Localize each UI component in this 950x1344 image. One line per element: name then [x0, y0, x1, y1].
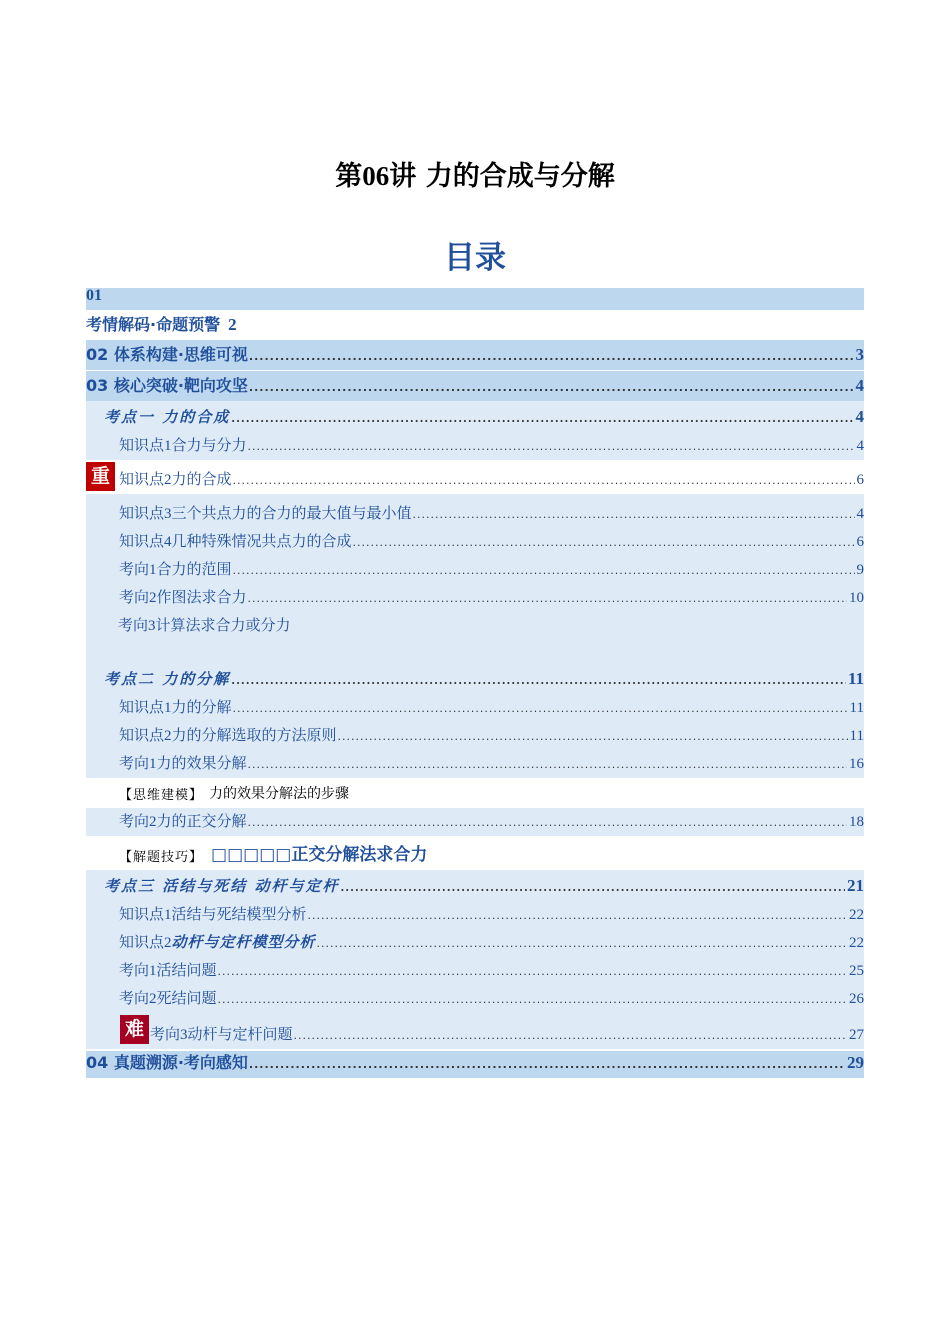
item-label: 考向2力的正交分解 [119, 812, 247, 830]
title-number: 06 [362, 161, 390, 191]
leader-dots [233, 563, 855, 579]
leader-dots [231, 673, 846, 689]
item-label: 知识点2力的分解选取的方法原则 [119, 726, 337, 744]
leader-dots [317, 936, 847, 952]
toc-item[interactable] [86, 460, 864, 494]
page-number: 26 [849, 991, 864, 1007]
page-number: 11 [847, 669, 864, 688]
page-number: 29 [847, 1053, 864, 1072]
toc-section-02[interactable] [86, 340, 864, 370]
leader-dots [218, 964, 847, 980]
section-label: 考情解码·命题预警 [86, 315, 221, 334]
toc-section-03[interactable] [86, 371, 864, 401]
page-number: 22 [849, 935, 864, 951]
toc-section-01-number[interactable] [86, 288, 864, 310]
leader-dots [248, 757, 847, 773]
toc-kaodian-2[interactable] [86, 662, 864, 694]
toc-kaodian-1-block [86, 401, 864, 778]
kaodian-label: 考点三 活结与死结 动杆与定杆 [104, 877, 340, 895]
toc-item-block [86, 808, 864, 836]
toc-item[interactable] [86, 808, 864, 836]
item-label: 考向1合力的范围 [119, 560, 232, 578]
toc-item[interactable] [86, 929, 864, 957]
item-label: 考向1力的效果分解 [119, 754, 247, 772]
kaodian-label: 考点二 力的分解 [104, 670, 231, 688]
item-label: 知识点1合力与分力 [119, 436, 247, 454]
leader-dots [340, 880, 845, 896]
page-number: 27 [849, 1027, 864, 1043]
toc-item[interactable] [86, 750, 864, 778]
page-number: 25 [849, 963, 864, 979]
page-number: 11 [849, 728, 864, 744]
item-label: 知识点1活结与死结模型分析 [119, 905, 307, 923]
leader-dots [233, 473, 855, 489]
toc-item[interactable] [86, 432, 864, 460]
leader-dots [233, 701, 848, 717]
leader-dots [248, 439, 855, 455]
toc-section-04[interactable] [86, 1051, 864, 1078]
page-number: 4 [856, 438, 864, 454]
section-label: 03 核心突破·靶向攻坚 [86, 376, 248, 395]
page-number: 16 [849, 756, 864, 772]
leader-dots [231, 411, 853, 427]
section-number: 01 [86, 288, 102, 304]
leader-dots [249, 380, 854, 396]
toc-item[interactable] [86, 722, 864, 750]
page-number: 4 [855, 407, 864, 426]
page-number: 21 [847, 876, 864, 895]
leader-dots [338, 729, 848, 745]
item-label: 知识点2力的合成 [119, 470, 232, 488]
leader-dots [249, 1057, 845, 1073]
toc-heading: 目录 [444, 240, 506, 276]
kaodian-label: 考点一 力的合成 [104, 408, 231, 426]
important-badge: 重 [86, 462, 115, 491]
document-title [0, 154, 950, 193]
item-label: 知识点4几种特殊情况共点力的合成 [119, 532, 352, 550]
leader-dots [248, 815, 847, 831]
toc-item[interactable] [86, 528, 864, 556]
item-label: 考向3动杆与定杆问题 [150, 1025, 293, 1043]
table-of-contents [86, 288, 864, 1078]
toc-item[interactable] [86, 612, 864, 640]
section-label: 02 体系构建·思维可视 [86, 345, 248, 364]
toc-note-technique [86, 836, 864, 870]
title-text: 讲 力的合成与分解 [389, 161, 615, 192]
note-bracket: 【思维建模】 [119, 788, 204, 803]
item-label: 知识点2动杆与定杆模型分析 [119, 933, 316, 951]
leader-dots [308, 908, 847, 924]
leader-dots [218, 992, 847, 1008]
page-number: 10 [849, 590, 864, 606]
toc-item[interactable] [86, 957, 864, 985]
toc-item[interactable] [86, 494, 864, 528]
leader-dots [353, 535, 855, 551]
toc-item[interactable] [86, 985, 864, 1013]
page-number: 3 [855, 345, 864, 364]
item-label: 考向1活结问题 [119, 961, 217, 979]
item-label: 考向2作图法求合力 [119, 588, 247, 606]
item-label: 知识点1力的分解 [119, 698, 232, 716]
leader-dots [294, 1028, 847, 1044]
toc-item[interactable] [86, 1013, 864, 1049]
toc-kaodian-3[interactable] [86, 870, 864, 901]
page-number: 18 [849, 814, 864, 830]
spacer [86, 640, 864, 662]
toc-section-01[interactable] [86, 310, 864, 340]
page-number: 4 [855, 376, 864, 395]
leader-dots [413, 507, 855, 523]
note-text: □□□□□正交分解法求合力 [211, 845, 428, 865]
page-number: 4 [856, 506, 864, 522]
toc-item[interactable] [86, 584, 864, 612]
page-number: 11 [849, 700, 864, 716]
note-bracket: 【解题技巧】 [119, 850, 204, 865]
item-label: 考向2死结问题 [119, 989, 217, 1007]
title-prefix: 第 [335, 161, 363, 192]
leader-dots [248, 591, 847, 607]
section-label: 04 真题溯源·考向感知 [86, 1053, 248, 1072]
difficult-badge: 难 [120, 1015, 149, 1044]
page-number: 6 [856, 472, 864, 488]
toc-item[interactable] [86, 694, 864, 722]
item-label: 知识点3三个共点力的合力的最大值与最小值 [119, 504, 412, 522]
page-number: 9 [856, 562, 864, 578]
page-number: 6 [856, 534, 864, 550]
toc-kaodian-3-block [86, 870, 864, 1049]
item-label: 考向3计算法求合力或分力 [118, 616, 291, 634]
toc-item[interactable] [86, 901, 864, 929]
page-number: 2 [228, 315, 237, 334]
toc-note-modeling [86, 778, 864, 808]
leader-dots [249, 349, 854, 365]
toc-kaodian-1[interactable] [86, 401, 864, 432]
toc-item[interactable] [86, 556, 864, 584]
note-text: 力的效果分解法的步骤 [209, 786, 350, 802]
page-number: 22 [849, 907, 864, 923]
